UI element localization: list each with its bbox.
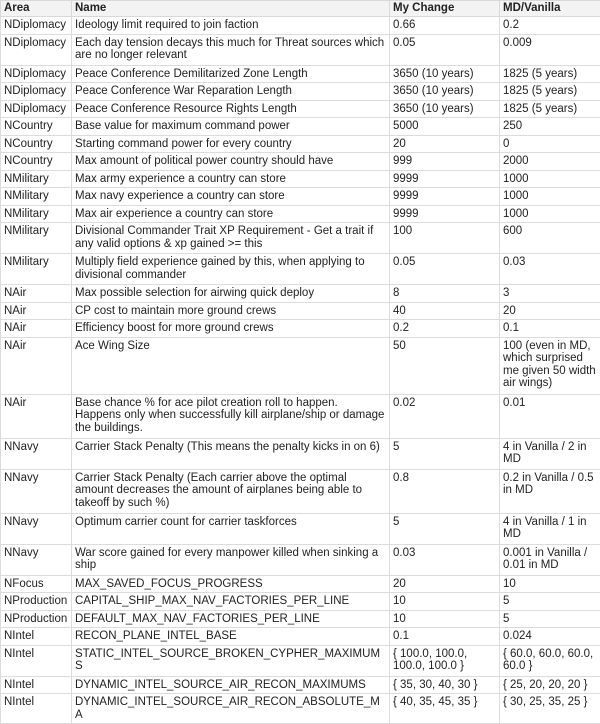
cell-name[interactable]: Divisional Commander Trait XP Requirement - Get a trait if any valid options & xp gained >= this — [72, 223, 390, 254]
cell-name[interactable]: CAPITAL_SHIP_MAX_NAV_FACTORIES_PER_LINE — [72, 593, 390, 611]
cell-area[interactable]: NAir — [1, 285, 72, 303]
table-row — [1, 65, 600, 83]
cell-area[interactable]: NDiplomacy — [1, 17, 72, 35]
cell-name[interactable]: Max possible selection for airwing quick deploy — [72, 285, 390, 303]
cell-md-vanilla[interactable]: 0.01 — [500, 394, 600, 438]
table-row — [1, 285, 600, 303]
cell-my-change[interactable]: 0.66 — [390, 17, 500, 35]
cell-name[interactable]: Max navy experience a country can store — [72, 188, 390, 206]
cell-my-change[interactable]: { 100.0, 100.0, 100.0, 100.0 } — [390, 645, 500, 676]
cell-md-vanilla[interactable]: 5 — [500, 610, 600, 628]
cell-area[interactable]: NMilitary — [1, 188, 72, 206]
cell-my-change[interactable]: 9999 — [390, 205, 500, 223]
table-row — [1, 394, 600, 438]
cell-md-vanilla[interactable]: 0.024 — [500, 628, 600, 646]
cell-md-vanilla[interactable]: 1825 (5 years) — [500, 100, 600, 118]
cell-name[interactable]: Max amount of political power country should have — [72, 153, 390, 171]
cell-my-change[interactable]: 9999 — [390, 170, 500, 188]
cell-name[interactable]: RECON_PLANE_INTEL_BASE — [72, 628, 390, 646]
cell-my-change[interactable]: 0.02 — [390, 394, 500, 438]
cell-name[interactable]: Multiply field experience gained by this, when applying to divisional commander — [72, 254, 390, 285]
cell-md-vanilla[interactable]: { 25, 20, 20, 20 } — [500, 676, 600, 694]
cell-name[interactable]: Peace Conference War Reparation Length — [72, 83, 390, 101]
cell-md-vanilla[interactable]: 20 — [500, 302, 600, 320]
cell-md-vanilla[interactable]: 250 — [500, 118, 600, 136]
cell-name[interactable]: MAX_SAVED_FOCUS_PROGRESS — [72, 575, 390, 593]
cell-my-change[interactable]: 100 — [390, 223, 500, 254]
cell-my-change[interactable]: 3650 (10 years) — [390, 100, 500, 118]
table-row — [1, 135, 600, 153]
cell-area[interactable]: NDiplomacy — [1, 34, 72, 65]
table-row — [1, 153, 600, 171]
cell-name[interactable]: Each day tension decays this much for Threat sources which are no longer relevant — [72, 34, 390, 65]
cell-md-vanilla[interactable]: { 60.0, 60.0, 60.0, 60.0 } — [500, 645, 600, 676]
cell-my-change[interactable]: 0.1 — [390, 628, 500, 646]
cell-my-change[interactable]: 5 — [390, 513, 500, 544]
table-row — [1, 645, 600, 676]
table-row — [1, 513, 600, 544]
cell-name[interactable]: DYNAMIC_INTEL_SOURCE_AIR_RECON_ABSOLUTE_MA — [72, 694, 390, 724]
cell-area[interactable]: NAir — [1, 302, 72, 320]
table-body — [1, 17, 600, 724]
cell-name[interactable]: STATIC_INTEL_SOURCE_BROKEN_CYPHER_MAXIMUMS — [72, 645, 390, 676]
cell-md-vanilla[interactable]: 600 — [500, 223, 600, 254]
cell-area[interactable]: NIntel — [1, 694, 72, 724]
cell-my-change[interactable]: 50 — [390, 337, 500, 394]
column-header-md-vanilla[interactable]: MD/Vanilla — [500, 1, 600, 17]
cell-my-change[interactable]: 10 — [390, 610, 500, 628]
cell-area[interactable]: NNavy — [1, 544, 72, 575]
cell-name[interactable]: Starting command power for every country — [72, 135, 390, 153]
cell-name[interactable]: Max army experience a country can store — [72, 170, 390, 188]
table-row — [1, 628, 600, 646]
cell-area[interactable]: NDiplomacy — [1, 100, 72, 118]
table-row — [1, 469, 600, 513]
cell-my-change[interactable]: 8 — [390, 285, 500, 303]
cell-my-change[interactable]: 40 — [390, 302, 500, 320]
cell-area[interactable]: NCountry — [1, 135, 72, 153]
table-row — [1, 17, 600, 35]
cell-name[interactable]: Peace Conference Demilitarized Zone Length — [72, 65, 390, 83]
cell-area[interactable]: NAir — [1, 394, 72, 438]
cell-area[interactable]: NMilitary — [1, 205, 72, 223]
cell-name[interactable]: War score gained for every manpower killed when sinking a ship — [72, 544, 390, 575]
table-row — [1, 337, 600, 394]
cell-md-vanilla[interactable]: { 30, 25, 35, 25 } — [500, 694, 600, 724]
cell-my-change[interactable]: 0.03 — [390, 544, 500, 575]
cell-area[interactable]: NDiplomacy — [1, 83, 72, 101]
cell-md-vanilla[interactable]: 4 in Vanilla / 2 in MD — [500, 438, 600, 469]
cell-my-change[interactable]: 999 — [390, 153, 500, 171]
cell-my-change[interactable]: { 40, 35, 45, 35 } — [390, 694, 500, 724]
cell-area[interactable]: NIntel — [1, 645, 72, 676]
cell-name[interactable]: CP cost to maintain more ground crews — [72, 302, 390, 320]
table-row — [1, 575, 600, 593]
table-row — [1, 205, 600, 223]
cell-md-vanilla[interactable]: 4 in Vanilla / 1 in MD — [500, 513, 600, 544]
cell-area[interactable]: NIntel — [1, 676, 72, 694]
table-row — [1, 118, 600, 136]
cell-area[interactable]: NAir — [1, 337, 72, 394]
table-row — [1, 320, 600, 338]
cell-area[interactable]: NCountry — [1, 118, 72, 136]
cell-area[interactable]: NNavy — [1, 438, 72, 469]
column-header-name[interactable]: Name — [72, 1, 390, 17]
table-row — [1, 593, 600, 611]
cell-name[interactable]: DYNAMIC_INTEL_SOURCE_AIR_RECON_MAXIMUMS — [72, 676, 390, 694]
cell-md-vanilla[interactable]: 1000 — [500, 170, 600, 188]
table-row — [1, 254, 600, 285]
cell-area[interactable]: NNavy — [1, 469, 72, 513]
cell-name[interactable]: Carrier Stack Penalty (Each carrier above the optimal amount decreases the amount of airplanes being able to takeoff by such %) — [72, 469, 390, 513]
table-row — [1, 83, 600, 101]
cell-name[interactable]: Optimum carrier count for carrier taskforces — [72, 513, 390, 544]
cell-area[interactable]: NNavy — [1, 513, 72, 544]
table-row — [1, 100, 600, 118]
cell-my-change[interactable]: 20 — [390, 575, 500, 593]
column-header-area[interactable]: Area — [1, 1, 72, 17]
cell-md-vanilla[interactable]: 10 — [500, 575, 600, 593]
header-row — [1, 1, 600, 17]
cell-area[interactable]: NProduction — [1, 593, 72, 611]
cell-md-vanilla[interactable]: 1000 — [500, 188, 600, 206]
cell-md-vanilla[interactable]: 0.03 — [500, 254, 600, 285]
cell-my-change[interactable]: 9999 — [390, 188, 500, 206]
cell-md-vanilla[interactable]: 0.009 — [500, 34, 600, 65]
cell-md-vanilla[interactable]: 0 — [500, 135, 600, 153]
cell-my-change[interactable]: 0.05 — [390, 254, 500, 285]
column-header-my-change[interactable]: My Change — [390, 1, 500, 17]
cell-md-vanilla[interactable]: 0.1 — [500, 320, 600, 338]
cell-name[interactable]: DEFAULT_MAX_NAV_FACTORIES_PER_LINE — [72, 610, 390, 628]
cell-md-vanilla[interactable]: 1825 (5 years) — [500, 65, 600, 83]
cell-name[interactable]: Max air experience a country can store — [72, 205, 390, 223]
cell-area[interactable]: NIntel — [1, 628, 72, 646]
table-row — [1, 676, 600, 694]
cell-md-vanilla[interactable]: 1825 (5 years) — [500, 83, 600, 101]
cell-name[interactable]: Efficiency boost for more ground crews — [72, 320, 390, 338]
cell-name[interactable]: Ace Wing Size — [72, 337, 390, 394]
table-row — [1, 544, 600, 575]
cell-md-vanilla[interactable]: 5 — [500, 593, 600, 611]
table-row — [1, 223, 600, 254]
cell-md-vanilla[interactable]: 1000 — [500, 205, 600, 223]
cell-my-change[interactable]: 10 — [390, 593, 500, 611]
table-row — [1, 34, 600, 65]
cell-area[interactable]: NMilitary — [1, 170, 72, 188]
cell-name[interactable]: Ideology limit required to join faction — [72, 17, 390, 35]
table-row — [1, 302, 600, 320]
cell-name[interactable]: Carrier Stack Penalty (This means the penalty kicks in on 6) — [72, 438, 390, 469]
cell-my-change[interactable]: 3650 (10 years) — [390, 65, 500, 83]
cell-area[interactable]: NMilitary — [1, 254, 72, 285]
cell-area[interactable]: NAir — [1, 320, 72, 338]
cell-md-vanilla[interactable]: 3 — [500, 285, 600, 303]
cell-my-change[interactable]: 0.8 — [390, 469, 500, 513]
cell-area[interactable]: NDiplomacy — [1, 65, 72, 83]
cell-md-vanilla[interactable]: 2000 — [500, 153, 600, 171]
cell-my-change[interactable]: 5 — [390, 438, 500, 469]
table-row — [1, 694, 600, 724]
cell-my-change[interactable]: 20 — [390, 135, 500, 153]
cell-my-change[interactable]: 0.2 — [390, 320, 500, 338]
cell-name[interactable]: Peace Conference Resource Rights Length — [72, 100, 390, 118]
cell-name[interactable]: Base chance % for ace pilot creation roll to happen. Happens only when successfully kill airplane/ship or damage the buildings. — [72, 394, 390, 438]
cell-md-vanilla[interactable]: 0.2 in Vanilla / 0.5 in MD — [500, 469, 600, 513]
cell-my-change[interactable]: { 35, 30, 40, 30 } — [390, 676, 500, 694]
table-row — [1, 188, 600, 206]
cell-my-change[interactable]: 0.05 — [390, 34, 500, 65]
table-row — [1, 438, 600, 469]
cell-md-vanilla[interactable]: 0.2 — [500, 17, 600, 35]
cell-my-change[interactable]: 5000 — [390, 118, 500, 136]
cell-md-vanilla[interactable]: 100 (even in MD, which surprised me given 50 width air wings) — [500, 337, 600, 394]
cell-area[interactable]: NFocus — [1, 575, 72, 593]
cell-name[interactable]: Base value for maximum command power — [72, 118, 390, 136]
table-row — [1, 610, 600, 628]
cell-my-change[interactable]: 3650 (10 years) — [390, 83, 500, 101]
cell-area[interactable]: NMilitary — [1, 223, 72, 254]
cell-area[interactable]: NCountry — [1, 153, 72, 171]
cell-md-vanilla[interactable]: 0.001 in Vanilla / 0.01 in MD — [500, 544, 600, 575]
cell-area[interactable]: NProduction — [1, 610, 72, 628]
table-row — [1, 170, 600, 188]
